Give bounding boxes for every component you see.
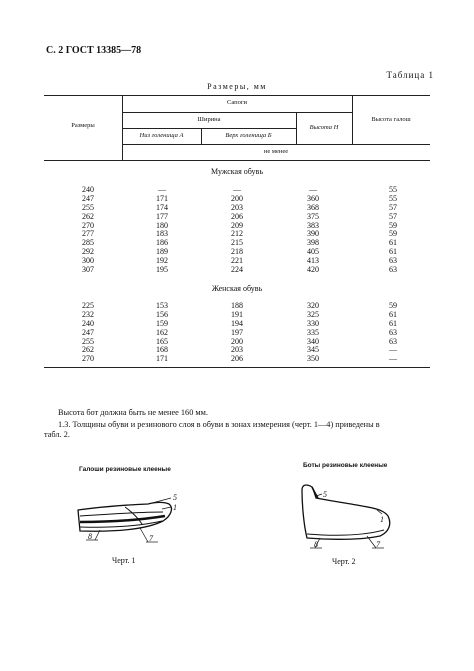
figure2-title: Боты резиновые клееные <box>303 462 388 469</box>
table-cell: 405 <box>307 247 319 257</box>
column-size <box>74 302 94 364</box>
table-cell: 420 <box>307 265 319 275</box>
table-cell: 57 <box>389 211 397 221</box>
table-cell: 360 <box>307 193 319 203</box>
table-cell: 270 <box>82 220 94 230</box>
column-galosh-height <box>378 302 408 364</box>
table-cell: 232 <box>82 309 94 319</box>
table-cell: 195 <box>156 265 168 275</box>
header-not-less: не менее <box>263 148 289 155</box>
table-cell: — <box>309 185 317 194</box>
table-cell: 59 <box>389 220 397 230</box>
table-cell: 194 <box>231 318 243 328</box>
table-cell: 330 <box>307 318 319 328</box>
column-width-b <box>222 186 252 275</box>
column-width-b <box>222 302 252 364</box>
table-cell: 255 <box>82 202 94 212</box>
table-cell: 61 <box>389 318 397 328</box>
fig1-label-8: 8 <box>88 532 92 541</box>
table-cell: 390 <box>307 229 319 239</box>
table-cell: 171 <box>156 193 168 203</box>
table-cell: — <box>233 185 241 194</box>
table-cell: 413 <box>307 256 319 266</box>
table-cell: 55 <box>389 185 397 194</box>
section-title-men: Мужская обувь <box>211 167 263 176</box>
table-cell: 156 <box>156 309 168 319</box>
table-cell: 262 <box>82 211 94 221</box>
table-cell: 285 <box>82 238 94 248</box>
column-galosh-height <box>378 186 408 275</box>
table-cell: — <box>389 354 397 364</box>
table-cell: 206 <box>231 354 243 364</box>
table-cell: 59 <box>389 301 397 310</box>
table-cell: 247 <box>82 193 94 203</box>
table-cell: 61 <box>389 309 397 319</box>
table-cell: 240 <box>82 185 94 194</box>
table-cell: 270 <box>82 354 94 364</box>
fig2-label-5: 5 <box>323 490 327 499</box>
table-cell: — <box>389 345 397 355</box>
table-cell: 192 <box>156 256 168 266</box>
figure1-caption: Черт. 1 <box>112 556 136 565</box>
fig1-label-7: 7 <box>149 534 153 543</box>
fig1-label-1: 1 <box>173 503 177 512</box>
page-header: С. 2 ГОСТ 13385—78 <box>46 45 142 56</box>
table-caption: Размеры, мм <box>207 82 267 91</box>
table-cell: 180 <box>156 220 168 230</box>
header-height: Высота Н <box>309 124 339 131</box>
boot-drawing <box>292 476 402 556</box>
header-galosh-height: Высота галош <box>371 116 411 123</box>
table-cell: 200 <box>231 193 243 203</box>
paragraph-thickness-cont: табл. 2. <box>44 430 70 439</box>
table-cell: 300 <box>82 256 94 266</box>
paragraph-boot-height: Высота бот должна быть не менее 160 мм. <box>58 408 208 417</box>
table-cell: 262 <box>82 345 94 355</box>
table-cell: 320 <box>307 301 319 310</box>
table-cell: 57 <box>389 202 397 212</box>
table-cell: 168 <box>156 345 168 355</box>
table-cell: 153 <box>156 301 168 310</box>
column-height <box>298 302 328 364</box>
table-cell: 368 <box>307 202 319 212</box>
table-cell: 277 <box>82 229 94 239</box>
table-cell: 203 <box>231 202 243 212</box>
table-cell: 162 <box>156 327 168 337</box>
table-cell: 206 <box>231 211 243 221</box>
table-cell: 189 <box>156 247 168 257</box>
table-cell: 177 <box>156 211 168 221</box>
table-cell: 186 <box>156 238 168 248</box>
table-cell: 191 <box>231 309 243 319</box>
table-cell: 398 <box>307 238 319 248</box>
table-cell: 325 <box>307 309 319 319</box>
table-cell: 183 <box>156 229 168 239</box>
table-cell: 63 <box>389 265 397 275</box>
table-cell: 307 <box>82 265 94 275</box>
column-height <box>298 186 328 275</box>
fig2-label-1: 1 <box>380 515 384 524</box>
table-bottom-rule <box>44 367 430 368</box>
header-width-a: Низ голенища А <box>139 132 184 139</box>
column-size <box>74 186 94 275</box>
table-cell: 188 <box>231 301 243 310</box>
table-cell: 215 <box>231 238 243 248</box>
table-cell: 247 <box>82 327 94 337</box>
table-cell: 61 <box>389 247 397 257</box>
table-cell: 221 <box>231 256 243 266</box>
fig2-label-7: 7 <box>376 540 380 549</box>
table-cell: 165 <box>156 336 168 346</box>
table-cell: 209 <box>231 220 243 230</box>
column-width-a <box>147 302 177 364</box>
table-cell: 225 <box>82 301 94 310</box>
table-cell: 240 <box>82 318 94 328</box>
table-cell: 203 <box>231 345 243 355</box>
fig1-label-5: 5 <box>173 493 177 502</box>
table-cell: 255 <box>82 336 94 346</box>
table-cell: 350 <box>307 354 319 364</box>
column-width-a <box>147 186 177 275</box>
galosh-drawing <box>70 478 185 558</box>
table-cell: — <box>158 185 166 194</box>
table-cell: 63 <box>389 256 397 266</box>
table-cell: 224 <box>231 265 243 275</box>
table-cell: 212 <box>231 229 243 239</box>
table-cell: 345 <box>307 345 319 355</box>
paragraph-thickness: 1.3. Толщины обуви и резинового слоя в обуви в зонах измерения (черт. 1—4) приведены в <box>58 420 380 429</box>
figure1-title: Галоши резиновые клееные <box>79 466 171 473</box>
table-cell: 55 <box>389 193 397 203</box>
header-boots: Сапоги <box>226 99 247 106</box>
table-cell: 218 <box>231 247 243 257</box>
table-cell: 63 <box>389 327 397 337</box>
table-cell: 61 <box>389 238 397 248</box>
table-cell: 383 <box>307 220 319 230</box>
fig2-label-8: 8 <box>314 540 318 549</box>
table-cell: 174 <box>156 202 168 212</box>
table-cell: 159 <box>156 318 168 328</box>
table-cell: 335 <box>307 327 319 337</box>
table-cell: 200 <box>231 336 243 346</box>
header-width-b: Верх голенища Б <box>225 132 272 139</box>
table-cell: 63 <box>389 336 397 346</box>
table-cell: 292 <box>82 247 94 257</box>
figure2-caption: Черт. 2 <box>332 557 356 566</box>
header-sizes: Размеры <box>71 122 95 129</box>
table-cell: 375 <box>307 211 319 221</box>
header-width: Ширина <box>197 116 221 123</box>
table-cell: 197 <box>231 327 243 337</box>
table-number: Таблица 1 <box>386 70 434 80</box>
table-cell: 59 <box>389 229 397 239</box>
table-cell: 171 <box>156 354 168 364</box>
section-title-women: Женская обувь <box>211 284 263 293</box>
table-cell: 340 <box>307 336 319 346</box>
